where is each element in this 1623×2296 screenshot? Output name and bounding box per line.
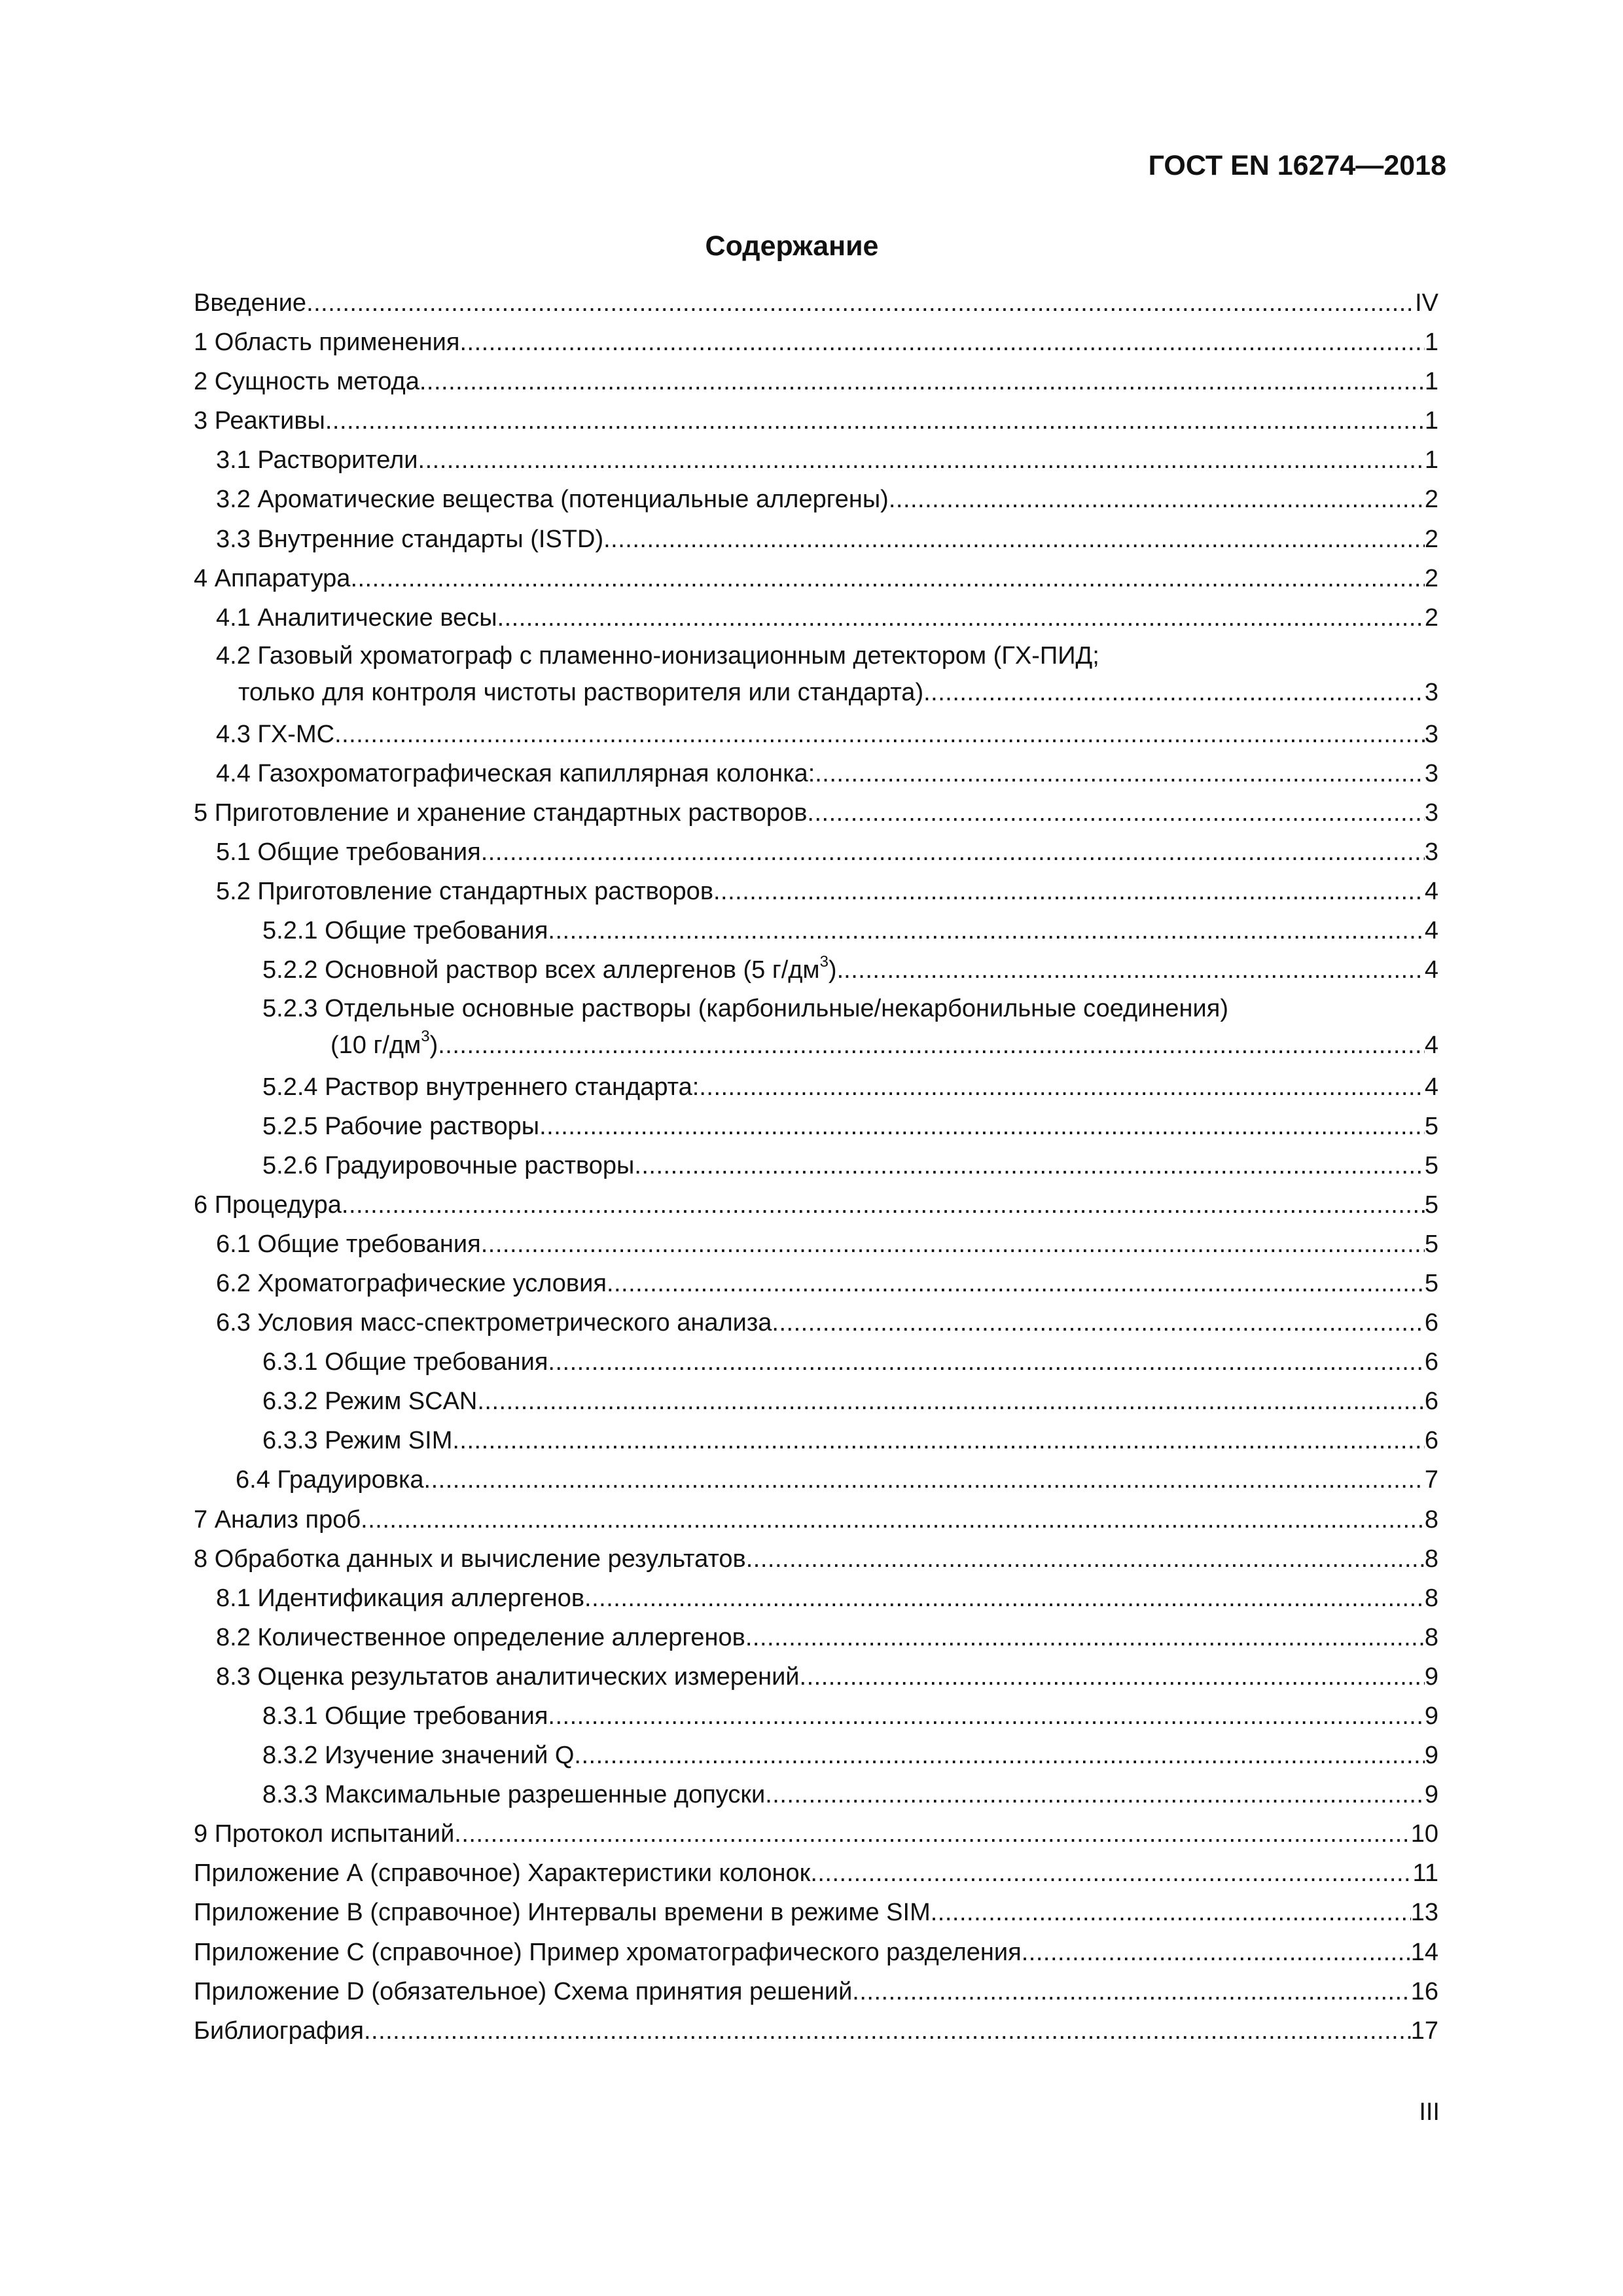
toc-entry-title bbox=[194, 793, 807, 833]
toc-entry-title bbox=[194, 1185, 342, 1225]
toc-entry[interactable] bbox=[194, 1814, 1438, 1854]
toc-entry[interactable] bbox=[194, 440, 1438, 480]
toc-entry-text: 5.2.4 Раствор внутреннего стандарта: bbox=[262, 1073, 700, 1101]
document-code: ГОСТ EN 16274—2018 bbox=[1148, 150, 1446, 181]
toc-entry[interactable] bbox=[194, 950, 1438, 990]
toc-entry-text: Приложение D (обязательное) Схема принятия решений bbox=[194, 1977, 853, 2005]
toc-page-number: 9 bbox=[1424, 1662, 1438, 1691]
dot-leader bbox=[810, 1854, 1412, 1893]
toc-entry-text: 3.3 Внутренние стандарты (ISTD) bbox=[216, 525, 604, 553]
toc-page-number: 9 bbox=[1424, 1702, 1438, 1730]
toc-entry-text: Введение bbox=[194, 289, 307, 317]
toc-entry[interactable] bbox=[194, 793, 1438, 833]
toc-entry-text: 4.1 Аналитические весы bbox=[216, 603, 497, 632]
toc-page-number: 3 bbox=[1424, 759, 1438, 787]
toc-page-number: 8 bbox=[1424, 1623, 1438, 1651]
toc-entry-text: только для контроля чистоты растворителя или стандарта) bbox=[238, 678, 924, 706]
toc-page-number: 2 bbox=[1424, 486, 1438, 514]
toc-entry-text: 5.2.5 Рабочие растворы bbox=[262, 1112, 540, 1140]
toc-entry-title bbox=[236, 1460, 424, 1499]
toc-entry-text: 3 Реактивы bbox=[194, 407, 325, 435]
toc-page-number: 16 bbox=[1410, 1977, 1438, 2005]
dot-leader bbox=[807, 793, 1424, 833]
toc-entry[interactable] bbox=[194, 1342, 1438, 1382]
toc-page-number: 6 bbox=[1424, 1388, 1438, 1416]
toc-entry-text: 6.4 Градуировка bbox=[236, 1466, 424, 1494]
dot-leader bbox=[539, 1107, 1425, 1146]
toc-page-number: 1 bbox=[1424, 329, 1438, 357]
toc-page-number: 11 bbox=[1412, 1859, 1438, 1888]
toc-entry-title bbox=[262, 911, 548, 950]
toc-entry-text: 6.3.2 Режим SCAN bbox=[262, 1388, 478, 1416]
dot-leader bbox=[459, 323, 1424, 362]
dot-leader bbox=[923, 674, 1425, 711]
toc-entry-title bbox=[194, 559, 350, 598]
toc-entry-title bbox=[216, 598, 497, 637]
toc-entry[interactable] bbox=[194, 1500, 1438, 1539]
toc-entry-title bbox=[194, 1893, 931, 1932]
dot-leader bbox=[418, 440, 1425, 480]
toc-entry-title bbox=[238, 674, 923, 711]
toc-entry-text: Приложение С (справочное) Пример хроматографического разделения bbox=[194, 1938, 1022, 1966]
dot-leader bbox=[481, 1225, 1425, 1264]
dot-leader bbox=[603, 520, 1425, 559]
toc-entry-title bbox=[216, 1618, 745, 1657]
toc-entry-text: 4 Аппаратура bbox=[194, 564, 351, 592]
toc-entry-text: 5.2 Приготовление стандартных растворов bbox=[216, 878, 713, 906]
dot-leader bbox=[1022, 1933, 1411, 1972]
toc-entry[interactable] bbox=[194, 598, 1438, 637]
toc-page-number: 4 bbox=[1424, 917, 1438, 945]
dot-leader bbox=[584, 1579, 1425, 1618]
toc-entry[interactable] bbox=[194, 833, 1438, 872]
toc-entry-text: 8.3.3 Максимальные разрешенные допуски bbox=[262, 1781, 766, 1809]
superscript: 3 bbox=[819, 952, 829, 971]
dot-leader bbox=[765, 1775, 1425, 1814]
toc-entry-title bbox=[194, 1500, 361, 1539]
dot-leader bbox=[800, 1657, 1425, 1696]
dot-leader bbox=[497, 598, 1425, 637]
toc-entry[interactable] bbox=[194, 1972, 1438, 2011]
dot-leader bbox=[548, 1342, 1424, 1382]
dot-leader bbox=[852, 1972, 1410, 2011]
toc-page-number: 2 bbox=[1424, 525, 1438, 553]
toc-entry-title bbox=[262, 1421, 452, 1460]
toc-entry[interactable] bbox=[194, 520, 1438, 559]
toc-entry-text: 4.4 Газохроматографическая капиллярная колонка: bbox=[216, 759, 815, 787]
toc-page-number: 7 bbox=[1424, 1466, 1438, 1494]
toc-page-number: 8 bbox=[1424, 1584, 1438, 1612]
dot-leader bbox=[745, 1618, 1425, 1657]
toc-page-number: 2 bbox=[1424, 603, 1438, 632]
toc-page-number: 5 bbox=[1424, 1112, 1438, 1140]
toc-entry-text: 2 Сущность метода bbox=[194, 368, 419, 396]
toc-entry-text: (10 г/дм bbox=[330, 1031, 421, 1059]
toc-entry[interactable] bbox=[194, 1382, 1438, 1421]
toc-entry-text: 3.2 Ароматические вещества (потенциальные аллергены) bbox=[216, 486, 889, 514]
dot-leader bbox=[306, 283, 1415, 323]
toc-page-number: 5 bbox=[1424, 1151, 1438, 1179]
toc-entry-text: 8.1 Идентификация аллергенов bbox=[216, 1584, 585, 1612]
toc-entry-text-suffix: ) bbox=[429, 1031, 438, 1059]
dot-leader bbox=[931, 1893, 1411, 1932]
toc-entry[interactable] bbox=[194, 754, 1438, 793]
toc-page-number: 6 bbox=[1424, 1309, 1438, 1337]
toc-page-number: 9 bbox=[1424, 1781, 1438, 1809]
toc-entry-title bbox=[216, 520, 603, 559]
toc-entry-text: 4.3 ГХ-МС bbox=[216, 720, 335, 748]
toc-page-number: 6 bbox=[1424, 1427, 1438, 1455]
toc-entry[interactable] bbox=[194, 872, 1438, 911]
toc-entry-text: 8 Обработка данных и вычисление результатов bbox=[194, 1545, 746, 1573]
toc-entry[interactable] bbox=[194, 323, 1438, 362]
toc-entry-title bbox=[194, 323, 459, 362]
toc-entry-title bbox=[262, 1107, 539, 1146]
toc-page-number: 10 bbox=[1410, 1820, 1438, 1848]
toc-page-number: 5 bbox=[1424, 1230, 1438, 1258]
table-of-contents bbox=[194, 283, 1438, 2051]
toc-entry-title bbox=[194, 1933, 1022, 1972]
toc-entry-text: 6.3 Условия масс-спектрометрического анализа bbox=[216, 1309, 772, 1337]
toc-entry[interactable] bbox=[194, 401, 1438, 440]
toc-page-number: 3 bbox=[1424, 678, 1438, 706]
superscript: 3 bbox=[421, 1027, 430, 1045]
toc-entry-text: 1 Область применения bbox=[194, 329, 460, 357]
toc-entry[interactable] bbox=[194, 1107, 1438, 1146]
toc-entry[interactable] bbox=[194, 283, 1438, 323]
toc-entry-text: 6.1 Общие требования bbox=[216, 1230, 481, 1258]
dot-leader bbox=[419, 362, 1425, 401]
dot-leader bbox=[634, 1146, 1425, 1185]
toc-page-number: 9 bbox=[1424, 1742, 1438, 1770]
toc-page-number: 1 bbox=[1424, 407, 1438, 435]
dot-leader bbox=[699, 1067, 1425, 1107]
toc-entry-text: 3.1 Растворители bbox=[216, 446, 418, 475]
toc-entry-title bbox=[262, 1736, 574, 1775]
toc-entry-title bbox=[194, 401, 325, 440]
dot-leader bbox=[548, 911, 1424, 950]
toc-entry[interactable] bbox=[194, 1460, 1438, 1499]
toc-entry[interactable] bbox=[194, 1657, 1438, 1696]
toc-entry-title bbox=[194, 2011, 364, 2051]
toc-title: Содержание bbox=[705, 230, 879, 262]
toc-entry-title bbox=[262, 1696, 548, 1736]
toc-entry[interactable] bbox=[194, 362, 1438, 401]
dot-leader bbox=[342, 1185, 1425, 1225]
toc-entry[interactable] bbox=[194, 480, 1438, 519]
toc-entry-title bbox=[216, 833, 481, 872]
toc-entry-title bbox=[216, 872, 713, 911]
toc-entry[interactable] bbox=[194, 2011, 1438, 2051]
toc-entry-title bbox=[262, 1067, 699, 1107]
toc-page-number: 2 bbox=[1424, 564, 1438, 592]
toc-entry[interactable] bbox=[194, 1933, 1438, 1972]
toc-entry-title bbox=[194, 1539, 746, 1579]
toc-entry-text: 9 Протокол испытаний bbox=[194, 1820, 455, 1848]
dot-leader bbox=[361, 1500, 1425, 1539]
toc-entry[interactable] bbox=[194, 1146, 1438, 1185]
dot-leader bbox=[364, 2011, 1411, 2051]
toc-entry[interactable] bbox=[194, 1618, 1438, 1657]
dot-leader bbox=[574, 1736, 1424, 1775]
toc-entry[interactable] bbox=[194, 1264, 1438, 1303]
toc-entry-title bbox=[194, 1854, 810, 1893]
toc-entry-title bbox=[262, 1342, 548, 1382]
toc-page-number: 1 bbox=[1424, 446, 1438, 475]
toc-entry[interactable] bbox=[194, 1225, 1438, 1264]
dot-leader bbox=[452, 1421, 1425, 1460]
toc-entry-title bbox=[216, 1657, 800, 1696]
toc-entry-text: 6.3.3 Режим SIM bbox=[262, 1427, 453, 1455]
toc-entry[interactable] bbox=[194, 1736, 1438, 1775]
toc-entry-text: Приложение А (справочное) Характеристики колонок bbox=[194, 1859, 811, 1888]
dot-leader bbox=[607, 1264, 1425, 1303]
toc-entry-title bbox=[262, 1382, 477, 1421]
toc-entry-text: 5.2.6 Градуировочные растворы bbox=[262, 1151, 635, 1179]
toc-entry[interactable] bbox=[194, 1303, 1438, 1342]
toc-page-number: 3 bbox=[1424, 838, 1438, 867]
toc-entry[interactable] bbox=[194, 990, 1438, 1067]
toc-page-number: 8 bbox=[1424, 1545, 1438, 1573]
toc-entry[interactable] bbox=[194, 1854, 1438, 1893]
dot-leader bbox=[481, 833, 1425, 872]
toc-entry-text: 5.1 Общие требования bbox=[216, 838, 481, 867]
toc-page-number: 4 bbox=[1424, 1073, 1438, 1101]
toc-entry-title bbox=[262, 1146, 634, 1185]
toc-entry[interactable] bbox=[194, 1696, 1438, 1736]
dot-leader bbox=[844, 950, 1425, 990]
toc-entry-text: 5.2.3 Отдельные основные растворы (карбонильные/некарбонильные соединения) bbox=[262, 994, 1228, 1022]
toc-entry[interactable] bbox=[194, 1579, 1438, 1618]
toc-entry[interactable] bbox=[194, 637, 1438, 715]
toc-entry[interactable] bbox=[194, 1775, 1438, 1814]
toc-page-number: 4 bbox=[1424, 878, 1438, 906]
dot-leader bbox=[815, 754, 1425, 793]
toc-entry[interactable] bbox=[194, 1067, 1438, 1107]
toc-page-number: 14 bbox=[1410, 1938, 1438, 1966]
toc-entry-title bbox=[262, 1775, 765, 1814]
toc-entry-title bbox=[194, 1814, 454, 1854]
toc-entry-text: 5.2.1 Общие требования bbox=[262, 917, 548, 945]
toc-entry-title bbox=[216, 440, 418, 480]
toc-entry-title bbox=[216, 637, 1099, 674]
toc-entry[interactable] bbox=[194, 1893, 1438, 1932]
toc-entry-title bbox=[216, 1579, 584, 1618]
dot-leader bbox=[889, 480, 1425, 519]
toc-entry-text: 5 Приготовление и хранение стандартных растворов bbox=[194, 799, 808, 827]
toc-entry-title bbox=[194, 283, 306, 323]
dot-leader bbox=[746, 1539, 1425, 1579]
page-number: III bbox=[1419, 2098, 1440, 2126]
dot-leader bbox=[334, 715, 1425, 754]
toc-entry-text: Библиография bbox=[194, 2017, 364, 2045]
toc-page-number: 6 bbox=[1424, 1348, 1438, 1376]
toc-page-number: 4 bbox=[1424, 956, 1438, 984]
toc-entry-text: 6 Процедура bbox=[194, 1191, 342, 1219]
toc-entry[interactable] bbox=[194, 715, 1438, 754]
dot-leader bbox=[350, 559, 1424, 598]
toc-entry-text: Приложение В (справочное) Интервалы времени в режиме SIM bbox=[194, 1899, 931, 1927]
toc-page-number: 13 bbox=[1410, 1899, 1438, 1927]
toc-entry-text: 5.2.2 Основной раствор всех аллергенов (5 г/дм bbox=[262, 956, 820, 984]
toc-page-number: 8 bbox=[1424, 1505, 1438, 1534]
toc-entry-title bbox=[216, 1264, 607, 1303]
toc-entry-text: 8.3.2 Изучение значений Q bbox=[262, 1742, 575, 1770]
toc-entry-text: 7 Анализ проб bbox=[194, 1505, 361, 1534]
toc-entry-title bbox=[216, 754, 815, 793]
toc-entry-title bbox=[330, 1027, 438, 1064]
toc-page-number: 5 bbox=[1424, 1191, 1438, 1219]
toc-entry-title bbox=[262, 950, 844, 990]
toc-entry[interactable] bbox=[194, 1539, 1438, 1579]
toc-entry-text: 8.3.1 Общие требования bbox=[262, 1702, 548, 1730]
toc-entry-title bbox=[216, 1303, 772, 1342]
toc-entry-text: 8.3 Оценка результатов аналитических измерений bbox=[216, 1662, 800, 1691]
toc-entry[interactable] bbox=[194, 911, 1438, 950]
toc-entry[interactable] bbox=[194, 559, 1438, 598]
dot-leader bbox=[454, 1814, 1410, 1854]
toc-entry[interactable] bbox=[194, 1185, 1438, 1225]
toc-entry-text-suffix: ). bbox=[828, 956, 844, 984]
toc-entry-title bbox=[194, 362, 419, 401]
toc-entry-title bbox=[216, 480, 889, 519]
dot-leader bbox=[424, 1460, 1425, 1499]
toc-entry-title bbox=[194, 1972, 852, 2011]
toc-page-number: 17 bbox=[1410, 2017, 1438, 2045]
dot-leader bbox=[713, 872, 1425, 911]
dot-leader bbox=[548, 1696, 1424, 1736]
toc-entry-text: 8.2 Количественное определение аллергенов bbox=[216, 1623, 745, 1651]
toc-entry-title bbox=[216, 715, 334, 754]
toc-page-number: 5 bbox=[1424, 1269, 1438, 1297]
toc-page-number: 3 bbox=[1424, 720, 1438, 748]
toc-entry-text: 4.2 Газовый хроматограф с пламенно-ионизационным детектором (ГХ-ПИД; bbox=[216, 641, 1099, 670]
toc-entry-text: 6.2 Хроматографические условия bbox=[216, 1269, 607, 1297]
dot-leader bbox=[438, 1027, 1425, 1064]
dot-leader bbox=[477, 1382, 1424, 1421]
toc-page-number: 4 bbox=[1424, 1031, 1438, 1059]
dot-leader bbox=[325, 401, 1425, 440]
dot-leader bbox=[772, 1303, 1424, 1342]
toc-entry-title bbox=[262, 990, 1228, 1027]
toc-page-number: 1 bbox=[1424, 368, 1438, 396]
toc-page-number: 3 bbox=[1424, 799, 1438, 827]
toc-entry[interactable] bbox=[194, 1421, 1438, 1460]
toc-page-number: IV bbox=[1415, 289, 1438, 317]
toc-entry-title bbox=[216, 1225, 481, 1264]
toc-entry-text: 6.3.1 Общие требования bbox=[262, 1348, 548, 1376]
